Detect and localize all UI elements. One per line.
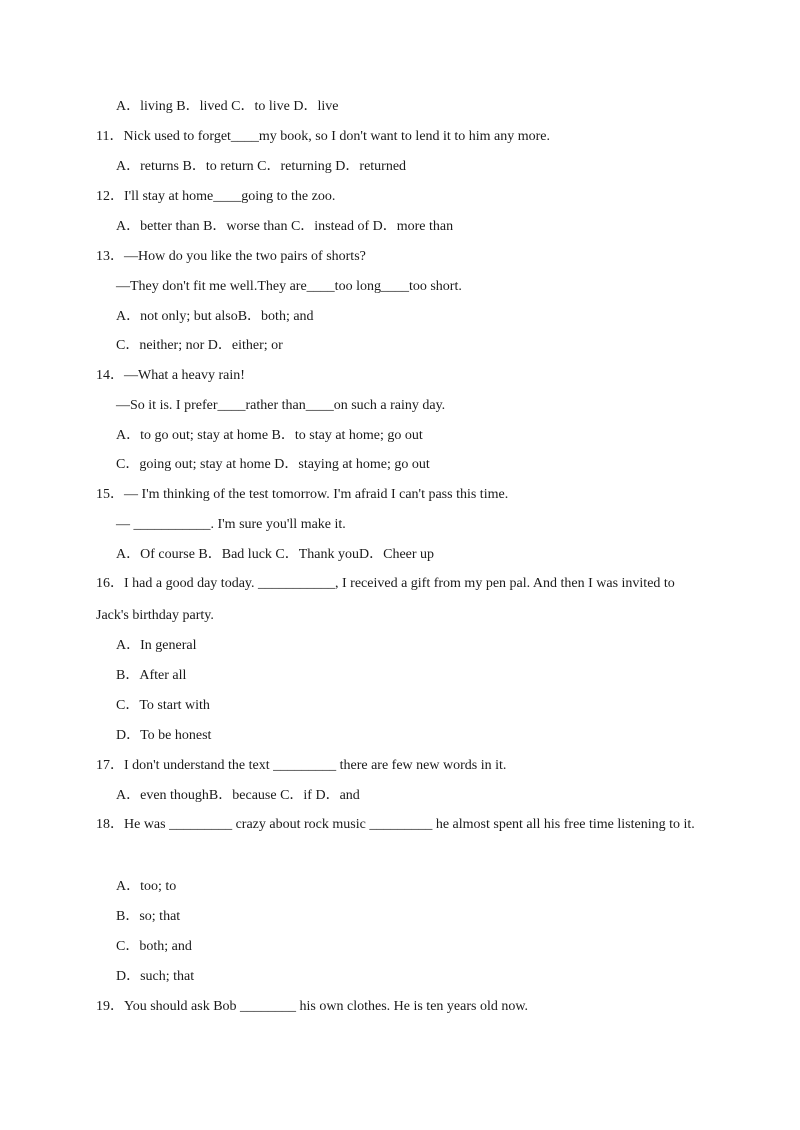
q12-options: A．better than B．worse than C．instead of D．more than (116, 219, 454, 234)
q16-option-b: B．After all (116, 668, 187, 683)
q15-options: A．Of course B．Bad luck C．Thank youD．Cheer up (116, 547, 435, 562)
question-14: 14．—What a heavy rain! (96, 368, 245, 383)
q18-option-d: D．such; that (116, 969, 195, 984)
q13-options-ab: A．not only; but alsoB．both; and (116, 309, 314, 324)
q11-options: A．returns B．to return C．returning D．returned (116, 159, 407, 174)
q10-options: A．living B．lived C．to live D．live (116, 99, 339, 114)
question-11: 11．Nick used to forget____my book, so I don't want to lend it to him any more. (96, 129, 550, 144)
q14-options-ab: A．to go out; stay at home B．to stay at home; go out (116, 428, 423, 443)
q18-option-a: A．too; to (116, 879, 177, 894)
q16-option-d: D．To be honest (116, 728, 212, 743)
q15-dialogue: — ___________. I'm sure you'll make it. (116, 517, 346, 532)
q14-options-cd: C．going out; stay at home D．staying at home; go out (116, 457, 430, 472)
q13-dialogue: —They don't fit me well.They are____too long____too short. (116, 279, 462, 294)
q14-dialogue: —So it is. I prefer____rather than____on such a rainy day. (116, 398, 446, 413)
question-15: 15．— I'm thinking of the test tomorrow. I'm afraid I can't pass this time. (96, 487, 509, 502)
question-19: 19．You should ask Bob ________ his own clothes. He is ten years old now. (96, 999, 529, 1014)
question-12: 12．I'll stay at home____going to the zoo. (96, 189, 336, 204)
question-16: 16．I had a good day today. ___________, I received a gift from my pen pal. And then I was invited to Jack's birthday party. (96, 576, 675, 623)
q16-option-c: C．To start with (116, 698, 210, 713)
question-18: 18．He was _________ crazy about rock music _________ he almost spent all his free time listening to it. (96, 817, 695, 832)
q13-options-cd: C．neither; nor D．either; or (116, 338, 283, 353)
q16-option-a: A．In general (116, 638, 197, 653)
question-17: 17．I don't understand the text _________ there are few new words in it. (96, 758, 507, 773)
q17-options: A．even thoughB．because C．if D．and (116, 788, 360, 803)
question-13: 13．—How do you like the two pairs of shorts? (96, 249, 366, 264)
q18-option-c: C．both; and (116, 939, 192, 954)
q18-option-b: B．so; that (116, 909, 181, 924)
